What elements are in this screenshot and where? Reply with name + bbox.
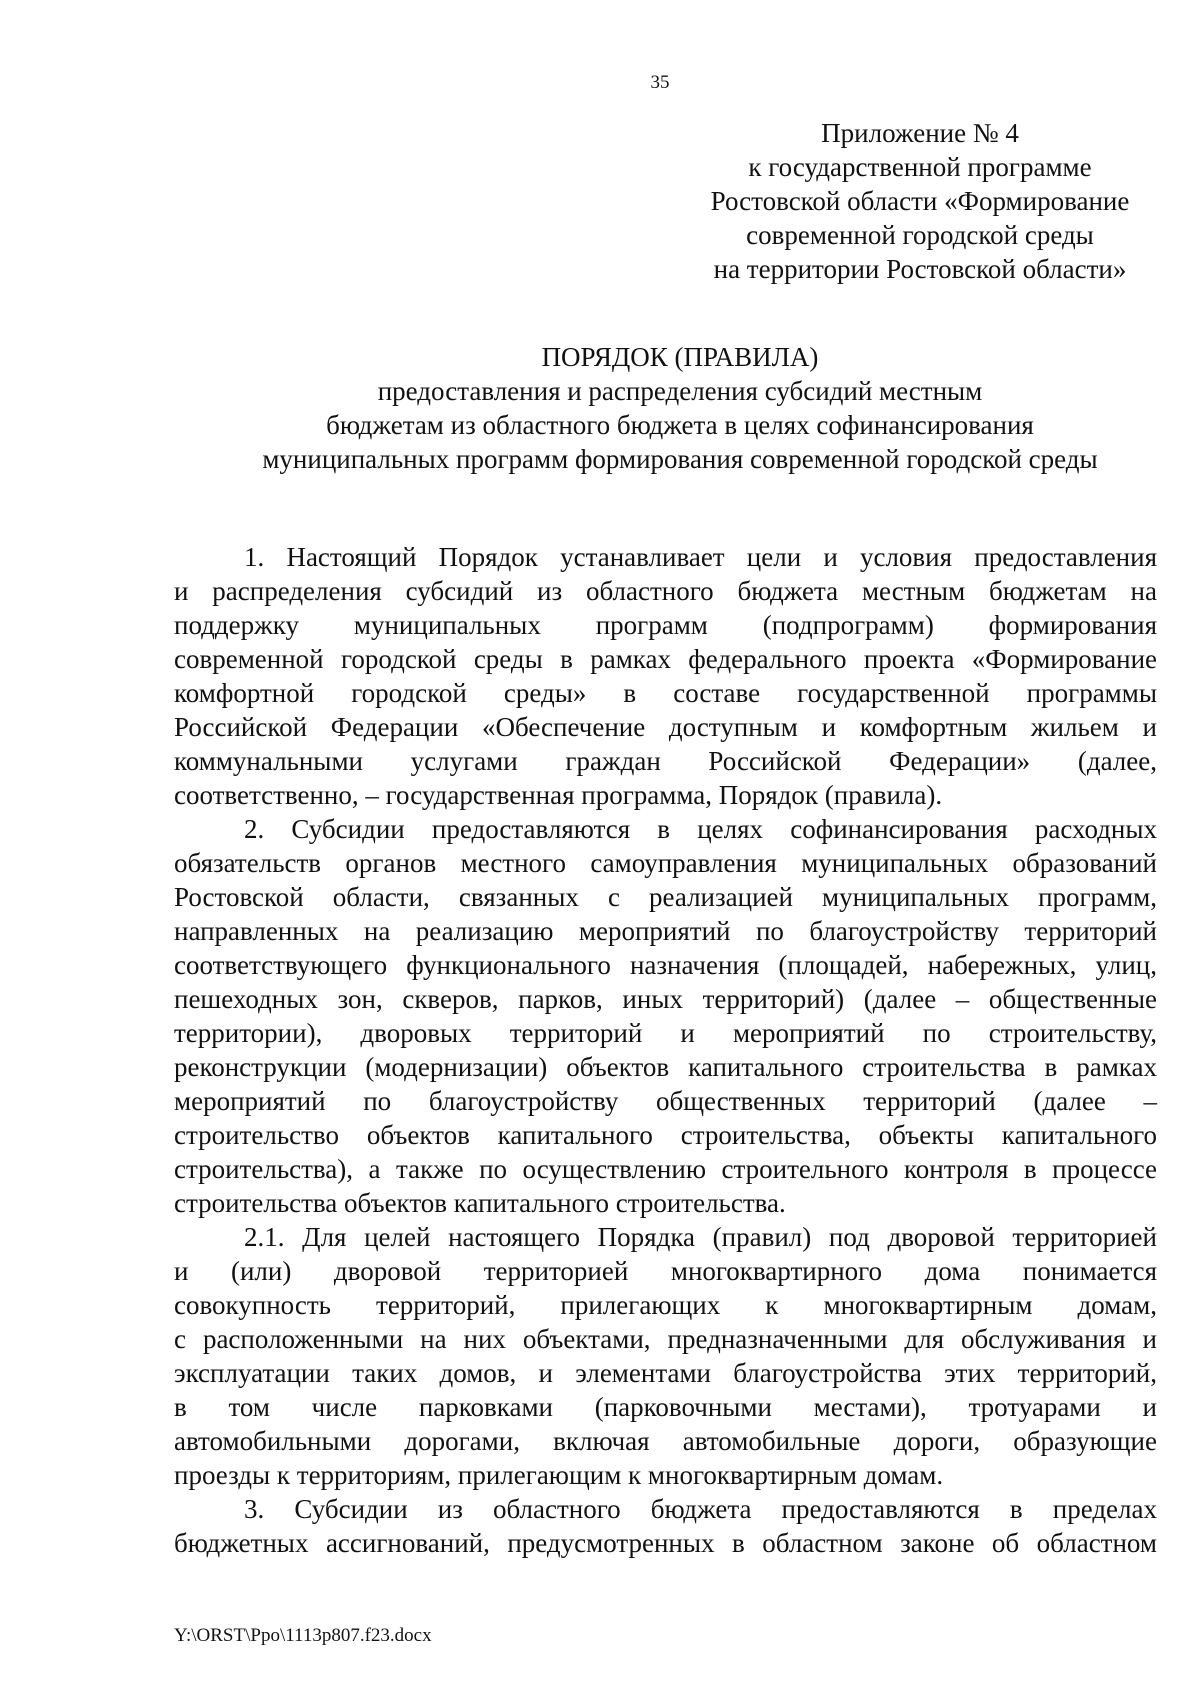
paragraph-line: и (или) дворовой территорией многоквартирного дома понимается (174, 1256, 1157, 1286)
paragraph-line: Российской Федерации «Обеспечение доступным и комфортным жильем и (174, 712, 1157, 742)
title-subtitle-line: предоставления и распределения субсидий местным (377, 376, 983, 406)
paragraph-line: бюджетных ассигнований, предусмотренных в областном законе об областном (174, 1528, 1157, 1558)
paragraph-line: с расположенными на них объектами, предназначенными для обслуживания и (174, 1324, 1157, 1354)
paragraph-line: 2.1. Для целей настоящего Порядка (правил) под дворовой территорией (244, 1222, 1157, 1252)
paragraph (174, 812, 1157, 1220)
file-path-footer: Y:\ORST\Ppo\1113p807.f23.docx (174, 1625, 432, 1646)
appendix-line: Ростовской области «Формирование (710, 186, 1130, 216)
paragraph-line: обязательств органов местного самоуправления муниципальных образований (174, 848, 1157, 878)
paragraph-line: эксплуатации таких домов, и элементами благоустройства этих территорий, (174, 1358, 1157, 1388)
paragraph-line: пешеходных зон, скверов, парков, иных территорий) (далее – общественные (174, 984, 1157, 1014)
paragraph-line: 2. Субсидии предоставляются в целях софинансирования расходных (244, 814, 1157, 844)
appendix-line: на территории Ростовской области» (713, 254, 1127, 284)
paragraph-line: коммунальными услугами граждан Российской Федерации» (далее, (174, 746, 1157, 776)
paragraph-line: проезды к территориям, прилегающим к многоквартирным домам. (174, 1460, 944, 1490)
paragraph-line: совокупность территорий, прилегающих к многоквартирным домам, (174, 1290, 1157, 1320)
paragraph-line: строительства), а также по осуществлению строительного контроля в процессе (174, 1154, 1157, 1184)
paragraph-line: 3. Субсидии из областного бюджета предоставляются в пределах (244, 1494, 1157, 1524)
title-heading: ПОРЯДОК (ПРАВИЛА) (541, 342, 819, 372)
paragraph-line: современной городской среды в рамках федерального проекта «Формирование (174, 644, 1157, 674)
paragraph-line: мероприятий по благоустройству общественных территорий (далее – (174, 1086, 1157, 1116)
paragraph-line: соответственно, – государственная программа, Порядок (правила). (174, 780, 943, 810)
appendix-line: Приложение № 4 (821, 118, 1019, 148)
title-subtitle-line: бюджетам из областного бюджета в целях софинансирования (326, 410, 1034, 440)
paragraph (174, 1220, 1157, 1492)
paragraph-line: направленных на реализацию мероприятий по благоустройству территорий (174, 916, 1157, 946)
paragraph-line: комфортной городской среды» в составе государственной программы (174, 678, 1157, 708)
appendix-line: современной городской среды (746, 220, 1094, 250)
paragraph (174, 540, 1157, 812)
paragraph-line: соответствующего функционального назначения (площадей, набережных, улиц, (174, 950, 1157, 980)
appendix-header (700, 116, 1140, 286)
appendix-line: к государственной программе (748, 152, 1092, 182)
paragraph-line: 1. Настоящий Порядок устанавливает цели и условия предоставления (244, 542, 1157, 572)
title-subtitle-line: муниципальных программ формирования современной городской среды (262, 444, 1098, 474)
paragraph-line: территории), дворовых территорий и мероприятий по строительству, (174, 1018, 1157, 1048)
paragraph-line: реконструкции (модернизации) объектов капитального строительства в рамках (174, 1052, 1157, 1082)
paragraph-line: автомобильными дорогами, включая автомобильные дороги, образующие (174, 1426, 1157, 1456)
paragraph-line: поддержку муниципальных программ (подпрограмм) формирования (174, 610, 1157, 640)
paragraph (174, 1492, 1157, 1560)
document-body (174, 540, 1157, 1560)
page-number: 35 (650, 72, 670, 93)
document-title (180, 340, 1180, 476)
paragraph-line: Ростовской области, связанных с реализацией муниципальных программ, (174, 882, 1157, 912)
paragraph-line: строительства объектов капитального строительства. (174, 1188, 786, 1218)
paragraph-line: строительство объектов капитального строительства, объекты капитального (174, 1120, 1157, 1150)
paragraph-line: и распределения субсидий из областного бюджета местным бюджетам на (174, 576, 1157, 606)
paragraph-line: в том числе парковками (парковочными местами), тротуарами и (174, 1392, 1157, 1422)
